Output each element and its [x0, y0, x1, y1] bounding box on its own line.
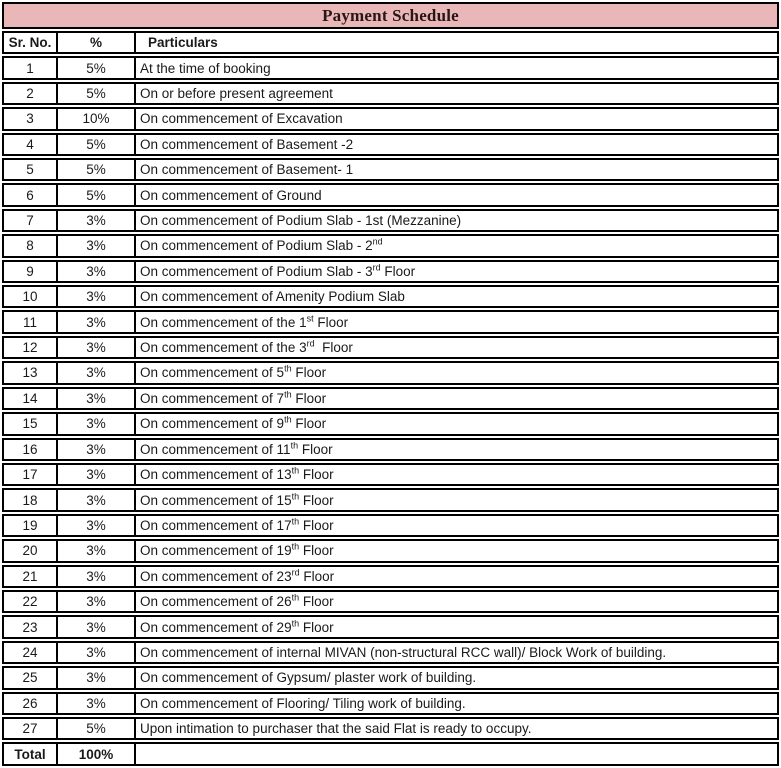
particulars-cell — [136, 643, 777, 662]
particulars-cell — [136, 185, 777, 204]
percent-cell: 10% — [58, 109, 136, 128]
sr-no-cell: 21 — [4, 567, 58, 586]
percent-cell: 3% — [58, 592, 136, 611]
particulars-cell — [136, 592, 777, 611]
particulars-text: On commencement of Basement -2 — [140, 136, 354, 152]
particulars-text: Upon intimation to purchaser that the said Flat is ready to occupy. — [140, 721, 532, 737]
particulars-text: On commencement of Basement- 1 — [140, 162, 354, 178]
particulars-text: On commencement of Gypsum/ plaster work of building. — [140, 670, 477, 686]
percent-cell: 5% — [58, 135, 136, 154]
particulars-cell — [136, 109, 777, 128]
particulars-cell — [136, 744, 777, 763]
particulars-cell — [136, 287, 777, 306]
sr-no-cell: 22 — [4, 592, 58, 611]
sr-no-cell: 9 — [4, 262, 58, 281]
particulars-text: On commencement of 7th Floor — [140, 389, 327, 406]
sr-no-cell: 23 — [4, 617, 58, 636]
particulars-text: On commencement of 19th Floor — [140, 541, 334, 559]
particulars-cell — [136, 58, 777, 77]
percent-cell: 3% — [58, 262, 136, 281]
header-sr-no: Sr. No. — [4, 33, 58, 52]
sr-no-cell: 15 — [4, 414, 58, 433]
particulars-cell — [136, 389, 777, 408]
percent-cell: 5% — [58, 185, 136, 204]
particulars-cell — [136, 617, 777, 636]
table-row — [2, 234, 779, 257]
particulars-cell — [136, 541, 777, 560]
table-row — [2, 641, 779, 664]
percent-cell: 3% — [58, 516, 136, 535]
percent-cell: 5% — [58, 84, 136, 103]
ordinal-superscript: th — [291, 592, 300, 603]
table-row — [2, 692, 779, 715]
ordinal-superscript: th — [291, 491, 300, 502]
sr-no-cell: 5 — [4, 160, 58, 179]
percent-cell: 3% — [58, 338, 136, 357]
table-row — [2, 209, 779, 232]
table-row — [2, 285, 779, 308]
percent-cell: 3% — [58, 312, 136, 331]
ordinal-superscript: th — [284, 389, 292, 400]
particulars-cell — [136, 490, 777, 509]
table-row — [2, 539, 779, 562]
percent-cell: 3% — [58, 465, 136, 484]
percent-cell: 5% — [58, 58, 136, 77]
particulars-text: On commencement of 11th Floor — [140, 440, 333, 457]
table-row — [2, 310, 779, 333]
table-row — [2, 183, 779, 206]
particulars-text: On commencement of internal MIVAN (non-structural RCC wall)/ Block Work of building. — [140, 644, 667, 660]
percent-cell: 3% — [58, 617, 136, 636]
particulars-text: On commencement of 23rd Floor — [140, 567, 335, 584]
sr-no-cell: 20 — [4, 541, 58, 560]
ordinal-superscript: st — [306, 313, 314, 324]
percent-cell: 3% — [58, 643, 136, 662]
sr-no-cell: 24 — [4, 643, 58, 662]
total-row — [2, 742, 779, 765]
particulars-text: On commencement of Podium Slab - 1st (Mezzanine) — [140, 213, 462, 229]
sr-no-cell: 17 — [4, 465, 58, 484]
particulars-text: On commencement of Amenity Podium Slab — [140, 289, 405, 305]
particulars-cell — [136, 516, 777, 535]
particulars-cell — [136, 135, 777, 154]
sr-no-cell: 16 — [4, 440, 58, 459]
particulars-text: On commencement of 17th Floor — [140, 516, 334, 533]
table-row — [2, 463, 779, 486]
ordinal-superscript: th — [284, 414, 292, 425]
particulars-cell — [136, 440, 777, 459]
percent-cell: 5% — [58, 160, 136, 179]
percent-cell: 3% — [58, 211, 136, 230]
percent-cell: 3% — [58, 694, 136, 713]
sr-no-cell: 14 — [4, 389, 58, 408]
sr-no-cell: 13 — [4, 363, 58, 382]
table-row — [2, 260, 779, 283]
sr-no-cell: 8 — [4, 236, 58, 255]
sr-no-cell: 1 — [4, 58, 58, 77]
sr-no-cell: 3 — [4, 109, 58, 128]
particulars-text: On commencement of Podium Slab - 3rd Floor — [140, 262, 416, 279]
particulars-text: On commencement of 9th Floor — [140, 414, 327, 432]
table-row — [2, 565, 779, 588]
ordinal-superscript: th — [284, 363, 292, 374]
header-percent: % — [58, 33, 136, 52]
particulars-text: On commencement of Podium Slab - 2nd — [140, 236, 383, 254]
particulars-cell — [136, 211, 777, 230]
particulars-cell — [136, 414, 777, 433]
table-row — [2, 361, 779, 384]
ordinal-superscript: th — [291, 516, 300, 527]
table-row — [2, 107, 779, 130]
sr-no-cell: 2 — [4, 84, 58, 103]
percent-cell: 3% — [58, 541, 136, 560]
table-title: Payment Schedule — [2, 2, 779, 29]
table-row — [2, 336, 779, 359]
sr-no-cell: Total — [4, 744, 58, 763]
percent-cell: 3% — [58, 389, 136, 408]
percent-cell: 3% — [58, 490, 136, 509]
particulars-text: On commencement of 13th Floor — [140, 465, 334, 483]
percent-cell: 3% — [58, 440, 136, 459]
table-row — [2, 133, 779, 156]
particulars-cell — [136, 236, 777, 255]
table-row — [2, 488, 779, 511]
sr-no-cell: 7 — [4, 211, 58, 230]
table-row — [2, 438, 779, 461]
table-row — [2, 666, 779, 689]
table-row — [2, 158, 779, 181]
particulars-text: On commencement of the 1st Floor — [140, 313, 349, 330]
table-row — [2, 717, 779, 740]
percent-cell: 3% — [58, 236, 136, 255]
particulars-text: On commencement of Excavation — [140, 111, 343, 127]
percent-cell: 100% — [58, 744, 136, 763]
ordinal-superscript: rd — [291, 567, 300, 578]
particulars-cell — [136, 160, 777, 179]
ordinal-superscript: th — [291, 465, 300, 476]
particulars-cell — [136, 719, 777, 738]
particulars-text: On commencement of 29th Floor — [140, 618, 334, 635]
particulars-text: On commencement of Flooring/ Tiling work of building. — [140, 695, 466, 711]
sr-no-cell: 11 — [4, 312, 58, 331]
percent-cell: 3% — [58, 668, 136, 687]
sr-no-cell: 19 — [4, 516, 58, 535]
particulars-cell — [136, 84, 777, 103]
table-row — [2, 56, 779, 79]
table-row — [2, 387, 779, 410]
ordinal-superscript: th — [291, 618, 300, 629]
ordinal-superscript: rd — [306, 338, 315, 349]
table-row — [2, 82, 779, 105]
particulars-text: On commencement of Ground — [140, 187, 322, 203]
percent-cell: 3% — [58, 287, 136, 306]
percent-cell: 3% — [58, 414, 136, 433]
particulars-text: On or before present agreement — [140, 86, 333, 102]
sr-no-cell: 26 — [4, 694, 58, 713]
particulars-cell — [136, 363, 777, 382]
ordinal-superscript: th — [290, 440, 299, 451]
percent-cell: 3% — [58, 363, 136, 382]
sr-no-cell: 10 — [4, 287, 58, 306]
percent-cell: 3% — [58, 567, 136, 586]
particulars-cell — [136, 567, 777, 586]
ordinal-superscript: rd — [372, 262, 381, 273]
particulars-text: At the time of booking — [140, 60, 271, 76]
particulars-text: On commencement of 15th Floor — [140, 491, 334, 508]
particulars-cell — [136, 262, 777, 281]
particulars-cell — [136, 668, 777, 687]
ordinal-superscript: th — [291, 541, 300, 552]
sr-no-cell: 12 — [4, 338, 58, 357]
sr-no-cell: 6 — [4, 185, 58, 204]
particulars-text: On commencement of 5th Floor — [140, 363, 327, 381]
particulars-cell — [136, 694, 777, 713]
header-row — [2, 31, 779, 54]
particulars-text: On commencement of the 3rd Floor — [140, 338, 353, 356]
header-particulars: Particulars — [148, 35, 218, 51]
ordinal-superscript: nd — [372, 236, 383, 247]
sr-no-cell: 18 — [4, 490, 58, 509]
table-row — [2, 514, 779, 537]
table-row — [2, 590, 779, 613]
table-row — [2, 412, 779, 435]
sr-no-cell: 4 — [4, 135, 58, 154]
sr-no-cell: 27 — [4, 719, 58, 738]
particulars-text: On commencement of 26th Floor — [140, 592, 334, 610]
particulars-cell — [136, 338, 777, 357]
particulars-cell — [136, 312, 777, 331]
sr-no-cell: 25 — [4, 668, 58, 687]
percent-cell: 5% — [58, 719, 136, 738]
particulars-cell — [136, 465, 777, 484]
table-row — [2, 615, 779, 638]
